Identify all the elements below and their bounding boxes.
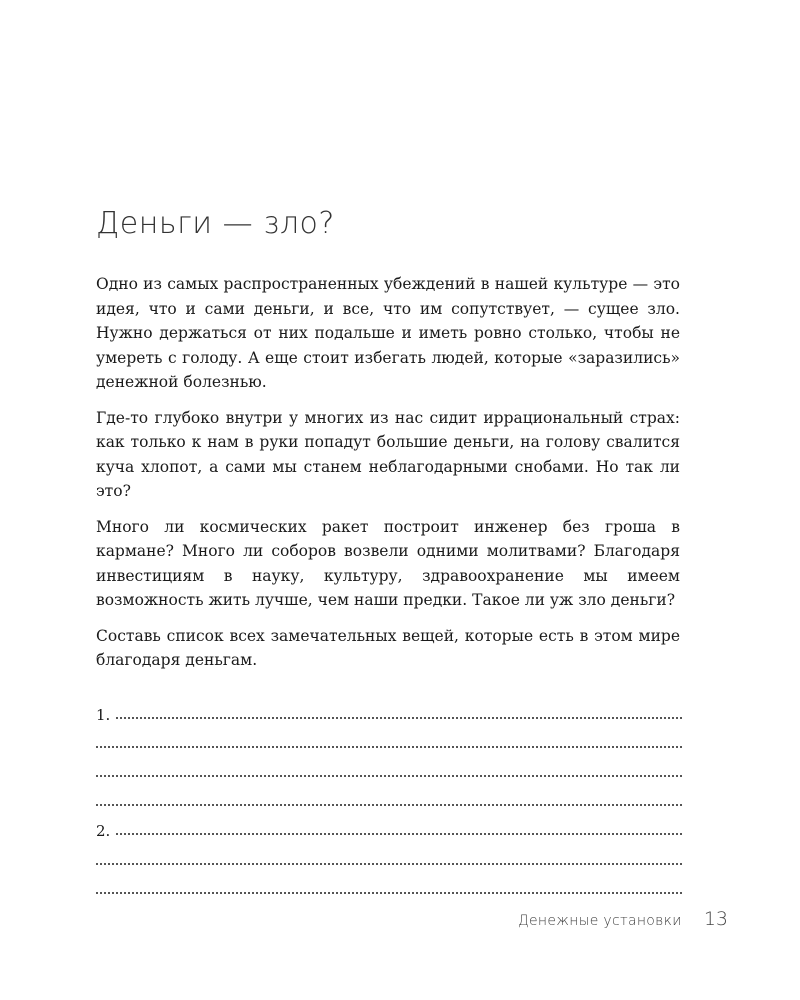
list-number: 1.	[96, 706, 111, 725]
answer-line	[96, 839, 682, 868]
dotted-line	[96, 804, 682, 806]
dotted-line	[116, 717, 682, 719]
page-footer	[518, 908, 728, 930]
page-number: 13	[703, 908, 728, 930]
list-number: 2.	[96, 822, 111, 841]
running-head: Денежные установки	[517, 913, 682, 929]
page-title: Деньги — зло?	[96, 206, 335, 241]
answer-line	[96, 781, 682, 810]
dotted-line	[96, 863, 682, 865]
answer-line	[96, 723, 682, 752]
answer-line	[96, 810, 682, 839]
answer-line	[96, 869, 682, 898]
exercise-prompt: Составь список всех замечательных вещей, которые есть в этом мире благодаря деньгам.	[96, 626, 680, 669]
paragraph: Одно из самых распространенных убеждений в нашей культуре — это идея, что и сами деньги, и все, что им сопутствует, — сущее зло. Нужно держаться от них подальше и иметь ровно столько, чтобы не умереть с голоду. А еще стоит избегать людей, которые «заразились» денежной болезнью.	[96, 275, 680, 391]
body-text	[96, 272, 680, 684]
answer-lines	[96, 694, 682, 898]
dotted-line	[96, 775, 682, 777]
paragraph: Много ли космических ракет построит инженер без гроша в кармане? Много ли соборов возвели одними молитвами? Благодаря инвестициям в науку, культуру, здравоохранение мы имеем возможность жить лучше, чем наши предки. Такое ли уж зло деньги?	[96, 517, 680, 609]
answer-line	[96, 752, 682, 781]
dotted-line	[96, 746, 682, 748]
dotted-line	[116, 833, 682, 835]
answer-line	[96, 694, 682, 723]
dotted-line	[96, 892, 682, 894]
paragraph: Где-то глубоко внутри у многих из нас сидит иррациональный страх: как только к нам в руки попадут большие деньги, на голову свалится куча хлопот, а сами мы станем неблагодарными снобами. Но так ли это?	[96, 408, 680, 500]
